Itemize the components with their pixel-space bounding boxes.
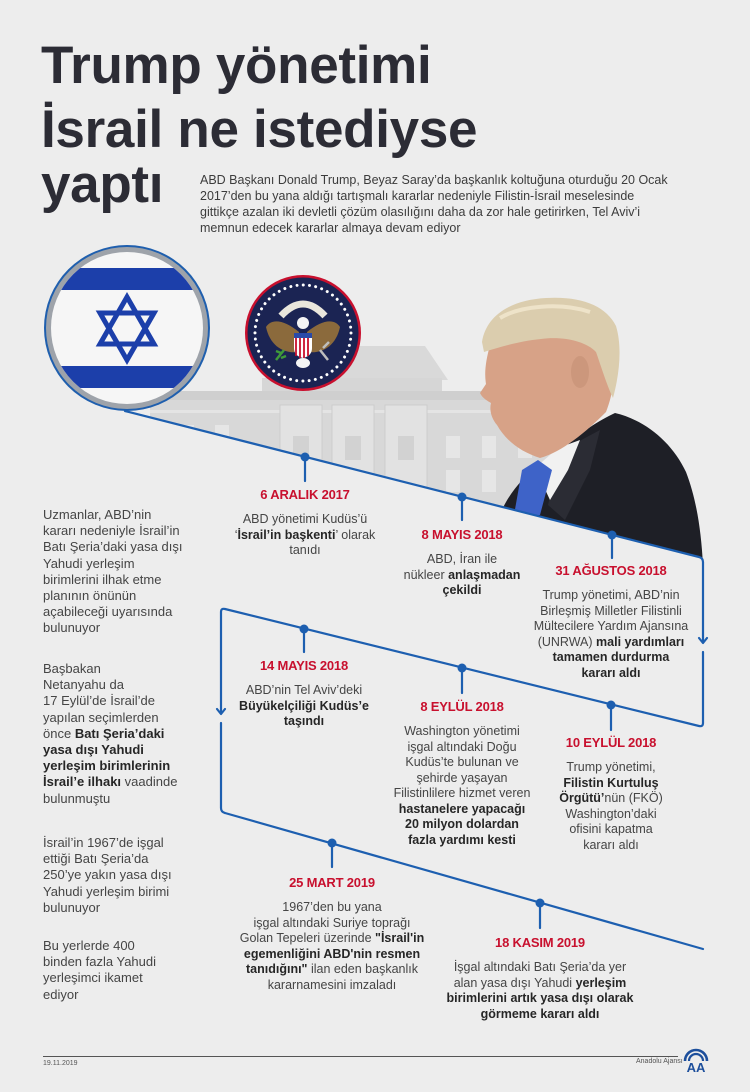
bold-text: çekildi <box>442 583 482 597</box>
text: Golan Tepeleri üzerinde <box>239 931 376 945</box>
event-date: 25 MART 2019 <box>289 875 375 890</box>
bold-text: "İsrail'in <box>375 931 425 945</box>
event-date: 10 EYLÜL 2018 <box>565 735 657 750</box>
bold-text: taşındı <box>283 714 325 728</box>
text: ABD Başkanı Donald Trump, Beyaz Saray’da başkanlık koltuğuna oturduğu 20 Ocak <box>200 173 668 187</box>
bold-text: tamamen durdurma <box>552 650 670 664</box>
text-line <box>200 204 668 220</box>
text: ilan eden başkanlık <box>307 962 418 976</box>
event-date: 6 ARALIK 2017 <box>260 487 350 502</box>
text-line <box>43 661 177 677</box>
event-date: 31 AĞUSTOS 2018 <box>555 563 667 578</box>
bold-text: Büyükelçiliği Kudüs’e <box>239 698 369 713</box>
text: memnun edecek kararlar almaya devam ediyor <box>200 221 461 235</box>
timeline-dot <box>608 531 617 540</box>
lead-paragraph <box>200 172 668 236</box>
bold-text: Batı Şeria’daki <box>74 725 165 741</box>
text-line <box>200 188 668 204</box>
text: şehirde yaşayan <box>416 770 508 785</box>
bold-text: Filistin Kurtuluş <box>563 775 659 790</box>
event-date: 18 KASIM 2019 <box>495 935 585 950</box>
text-line <box>521 822 701 838</box>
bold-text: anlaşmadan <box>448 567 521 582</box>
text: ’ olarak <box>335 527 376 542</box>
bold-text: görmeme kararı aldı <box>480 1006 600 1021</box>
text-line <box>212 931 452 947</box>
text-line <box>43 742 177 758</box>
text-line <box>521 776 701 792</box>
headline-line-2: İsrail ne istediyse <box>41 100 478 159</box>
text: 250’ye yakın yasa dışı <box>43 867 172 883</box>
timeline-dot <box>328 839 337 848</box>
text: (UNRWA) <box>537 634 597 649</box>
text: nükleer <box>403 567 449 582</box>
text-line <box>43 523 182 539</box>
text: 2017’den bu yana aldığı tartışmalı kararlar nedeniyle Filistin-İsrail meselesinde <box>200 189 635 203</box>
publish-date: 19.11.2019 <box>43 1060 78 1067</box>
text: Yahudi yerleşim birimi <box>43 883 170 899</box>
text-line <box>420 991 660 1007</box>
text: Filistinlilere hizmet veren <box>393 786 531 800</box>
text-line <box>43 987 156 1003</box>
text-line <box>43 791 177 807</box>
side-note-settlements-warning <box>43 507 182 637</box>
text: 1967’den bu yana <box>282 900 382 914</box>
text-line <box>43 758 177 774</box>
text-line <box>43 954 156 970</box>
text: ABD yönetimi Kudüs’ü <box>242 512 368 526</box>
text-line <box>43 556 182 572</box>
text-line <box>511 588 711 604</box>
timeline-event-plo-office <box>521 735 701 853</box>
text-line <box>212 962 452 978</box>
text-line <box>43 677 177 693</box>
text: Yahudi yerleşim <box>43 555 135 571</box>
text: Uzmanlar, ABD’nin <box>43 507 152 522</box>
text-line <box>420 960 660 976</box>
event-description <box>420 960 660 1022</box>
text: Kudüs’te bulunan ve <box>405 755 519 769</box>
text: tanıdı <box>289 543 321 557</box>
text: önce <box>43 725 75 741</box>
text-line <box>43 726 177 742</box>
bold-text: yerleşim <box>575 975 627 990</box>
footer-divider <box>43 1056 678 1057</box>
text: kararı aldı <box>583 837 639 852</box>
text-line <box>521 807 701 823</box>
bold-text: yerleşim birimlerinin <box>43 758 171 774</box>
text-line <box>212 947 452 963</box>
text: Batı Şeria’daki yasa dışı <box>43 539 183 555</box>
text: Başbakan <box>43 661 101 676</box>
text-line <box>521 760 701 776</box>
text-line <box>511 666 711 682</box>
bold-text: birimlerini artık yasa dışı olarak <box>446 991 634 1005</box>
text-line <box>521 838 701 854</box>
event-date: 8 MAYIS 2018 <box>421 527 503 542</box>
timeline-dot <box>300 625 309 634</box>
agency-name: Anadolu Ajansı <box>636 1058 683 1065</box>
headline-line-3: yaptı <box>41 155 164 214</box>
bold-text: yasa dışı Yahudi <box>43 742 144 758</box>
text: nün (FKÖ) <box>604 791 663 805</box>
bold-text: tanıdığını" <box>246 962 308 976</box>
event-description <box>212 900 452 993</box>
text-line <box>43 938 156 954</box>
text: ‘ <box>234 527 238 542</box>
text-line <box>200 172 668 188</box>
bold-text: egemenliğini ABD'nin resmen <box>243 946 421 961</box>
bold-text: fazla yardımı kesti <box>408 832 516 847</box>
side-note-settlement-count <box>43 835 172 916</box>
text: ettiği Batı Şeria’da <box>43 851 149 867</box>
side-note-netanyahu-promise <box>43 661 177 807</box>
text: planının önünün <box>43 588 137 604</box>
text: 17 Eylül’de İsrail’de <box>43 693 156 709</box>
text: yapılan seçimlerden <box>43 709 159 725</box>
text-line <box>43 710 177 726</box>
text: ediyor <box>43 986 79 1002</box>
text: kararı nedeniyle İsrail’in <box>43 523 180 539</box>
text: bulunuyor <box>43 620 101 636</box>
event-description <box>521 760 701 853</box>
text-line <box>43 900 172 916</box>
timeline-event-golan-heights <box>212 875 452 993</box>
text: ABD, İran ile <box>426 552 498 566</box>
text: Mültecilere Yardım Ajansına <box>533 619 689 633</box>
text-line <box>420 976 660 992</box>
text: vaadinde <box>121 774 178 790</box>
text: gittikçe azalan iki devletli çözüm olasılığını daha da zor hale getirirken, Tel Aviv’i <box>200 205 641 219</box>
text: İsrail’in 1967’de işgal <box>43 835 164 850</box>
bold-text: kararı aldı <box>581 665 641 680</box>
text: bulunmuştu <box>43 790 111 806</box>
text-line <box>511 619 711 635</box>
timeline-dot <box>301 453 310 462</box>
text: yerleşimci ikamet <box>43 970 143 986</box>
text: Washington yönetimi <box>404 724 520 738</box>
text-line <box>43 507 182 523</box>
text-line <box>420 1007 660 1023</box>
text-line <box>204 683 404 699</box>
timeline-dot <box>536 899 545 908</box>
bold-text: 20 milyon dolardan <box>405 817 519 831</box>
text-line <box>43 774 177 790</box>
timeline-dot <box>458 493 467 502</box>
text: Trump yönetimi, ABD’nin <box>542 588 680 602</box>
timeline-dot <box>458 664 467 673</box>
presidential-seal-icon <box>245 275 361 391</box>
text-line <box>43 604 182 620</box>
text-line <box>200 220 668 236</box>
text-line <box>43 588 182 604</box>
text: binden fazla Yahudi <box>43 954 157 970</box>
timeline-event-settlements-legal <box>420 935 660 1022</box>
text-line <box>212 900 452 916</box>
bold-text: İsrail’e ilhakı <box>43 774 122 790</box>
text: açabileceği uyarısında <box>43 604 173 620</box>
text-line <box>43 835 172 851</box>
text-line <box>521 791 701 807</box>
text: Netanyahu da <box>43 677 124 693</box>
event-date: 8 EYLÜL 2018 <box>420 699 504 714</box>
side-note-settler-population <box>43 938 156 1003</box>
text: Washington’daki <box>565 806 657 821</box>
text-line <box>511 650 711 666</box>
text: kararnamesini imzaladı <box>267 977 397 992</box>
headline-line-1: Trump yönetimi <box>41 36 432 95</box>
text: İşgal altındaki Batı Şeria’da yer <box>453 960 627 974</box>
text-line <box>43 884 172 900</box>
text: ofisini kapatma <box>569 822 653 836</box>
text-line <box>43 620 182 636</box>
bold-text: mali yardımları <box>596 634 685 649</box>
text: Bu yerlerde 400 <box>43 938 135 953</box>
text-line <box>205 512 405 528</box>
text-line <box>212 978 452 994</box>
text-line <box>43 693 177 709</box>
text-line <box>43 572 182 588</box>
israel-flag-icon <box>40 245 220 411</box>
bold-text: hastanelere yapacağı <box>398 801 526 816</box>
anadolu-agency-logo-icon <box>682 1047 710 1073</box>
event-description <box>511 588 711 681</box>
text-line <box>43 970 156 986</box>
text-line <box>511 635 711 651</box>
text-line <box>212 916 452 932</box>
text: bulunuyor <box>43 899 101 915</box>
text: ABD’nin Tel Aviv’deki <box>245 683 363 697</box>
bold-text: İsrail’in başkenti <box>237 527 336 542</box>
text: birimlerini ilhak etme <box>43 571 162 587</box>
text: işgal altındaki Doğu <box>407 739 517 754</box>
timeline-event-unrwa <box>511 563 711 681</box>
bold-text: Örgütü’ <box>559 791 605 805</box>
text: işgal altındaki Suriye toprağı <box>253 915 411 930</box>
text-line <box>43 867 172 883</box>
text: alan yasa dışı Yahudi <box>453 975 576 990</box>
text-line <box>43 851 172 867</box>
text-line <box>43 539 182 555</box>
text: Birleşmiş Milletler Filistinli <box>540 603 682 618</box>
logo-text: AA <box>686 1060 706 1073</box>
timeline-dot <box>607 701 616 710</box>
text: Trump yönetimi, <box>566 760 656 774</box>
event-date: 14 MAYIS 2018 <box>260 658 348 673</box>
text-line <box>511 604 711 620</box>
